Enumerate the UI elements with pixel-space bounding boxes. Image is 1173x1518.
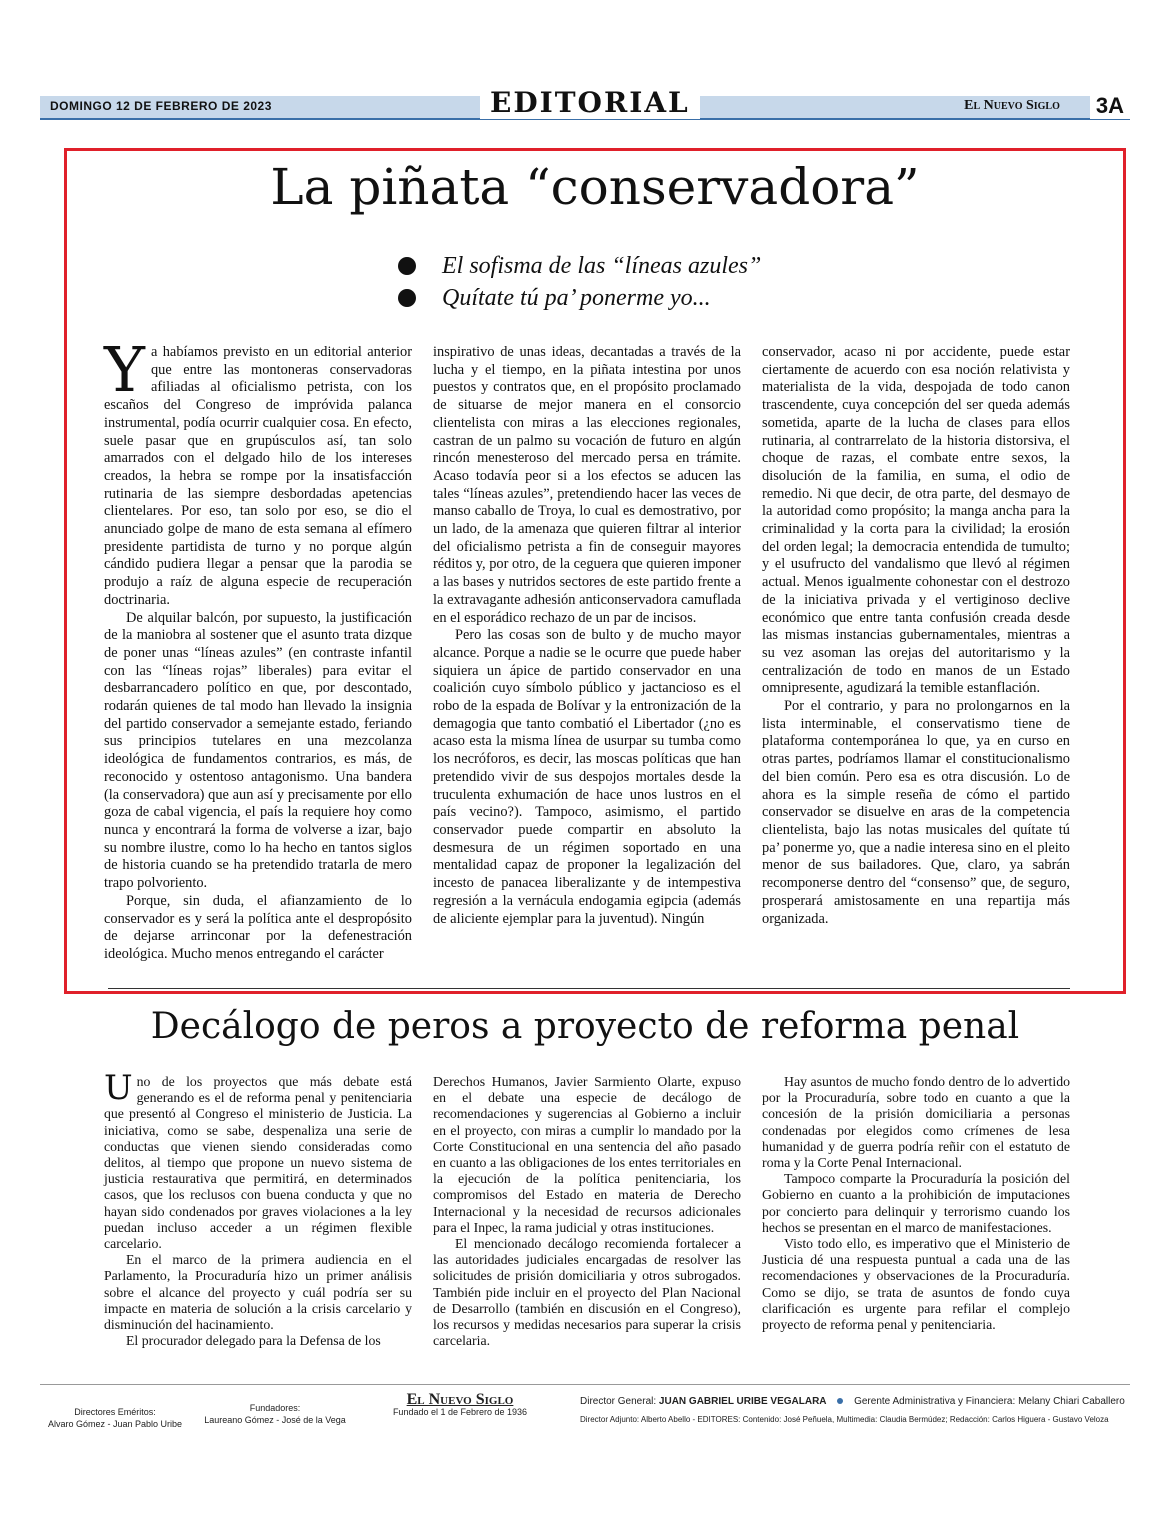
founders-label: Fundadores: <box>249 1403 301 1413</box>
paragraph: Pero las cosas son de bulto y de mucho mayor alcance. Porque a nadie se le ocurre que puede haber siquiera un ápice de partido conservador en una coalición cuyo símbolo público y jactancioso es el robo de la espada de Bolívar y la entronización de la demagogia que tanto combatió el Libertador (¿no es acaso esta la misma línea de usurpar su tumba como los necróforos, es decir, las moscas políticas que han pretendido vivir de sus despojos mortales desde la truculenta exhumación de hace unos lustros en el país vecino?). Tampoco, asimismo, el partido conservador puede compartir en absoluto la desmesura de un régimen soportado en una mentalidad capaz de proponer la legalización del incesto de panacea liberalizante y de intempestiva regresión a la vernácula endogamia egipcia (además de aliciente ejemplar para la juventud). Ningún <box>433 627 741 927</box>
subtitle-text: El sofisma de las “líneas azules” <box>442 252 762 279</box>
paragraph: Hay asuntos de mucho fondo dentro de lo advertido por la Procuraduría, sobre todo en cuanto a que la concesión de la prisión domiciliaria a personas condenadas por elegidos como crímenes de lesa humanidad y de guerra podría reñir con el estatuto de roma y la Corte Penal Internacional. <box>762 1074 1070 1171</box>
section-title: EDITORIAL <box>480 86 700 119</box>
paragraph-text: no de los proyectos que más debate está generando es el de reforma penal y penitenciaria que presentó al Congreso el ministerio de Justicia. La iniciativa, como se sabe, despenaliza una serie de conductas que vienen siendo consideradas como delitos, al tiempo que propone un nuevo sistema de justicia restaurativa que permitirá, en determinados casos, que los reclusos con buena conducta y que no hayan sido condenados por graves violaciones a la ley puedan incluso acceder a un régimen flexible carcelario. <box>104 1074 412 1252</box>
paragraph: Visto todo ello, es imperativo que el Ministerio de Justicia dé una respuesta puntual a cada una de las recomendaciones y observaciones de la Procuraduría. Como se dijo, se trata de asuntos de fondo cuya clarificación es urgente para refilar el complejo proyecto de reforma penal y penitenciaria. <box>762 1236 1070 1333</box>
emeritus-names: Alvaro Gómez - Juan Pablo Uribe <box>47 1419 183 1429</box>
page-footer <box>40 1392 1130 1442</box>
director-name: JUAN GABRIEL URIBE VEGALARA <box>658 1396 827 1407</box>
footer-staff <box>580 1396 1130 1426</box>
emeritus-label: Directores Eméritos: <box>74 1407 156 1417</box>
footer-credits: Director Adjunto: Alberto Abello - EDITORES: Contenido: José Peñuela, Multimedia: Claudia Bermúdez; Redacción: Carlos Higuera - Gustavo Veloza <box>580 1415 1109 1424</box>
paragraph <box>104 333 412 610</box>
header-right <box>964 93 1130 119</box>
paragraph: inspirativo de unas ideas, decantadas a través de la lucha y el tiempo, en la piñata intestina por unos puestos y contratos que, en el propósito proclamado de situarse de mejor manera en el consorcio clientelista con miras a las elecciones regionales, castran de un palmo su vocación de futuro en algún rincón menesteroso del mercado persa en trámite. Acaso todavía peor si a los efectos se aducen las tales “líneas azules”, pretendiendo hacer las veces de manso caballo de Troya, lo cual es demostrativo, por un lado, de la amenaza que quieren filtrar al interior del oficialismo petrista a fin de conseguir mayores réditos y, por otro, de la ceguera que quieren imponer a las bases y nutridos sectores de este partido frente a la extravagante adhesión anticonservadora camuflada en el esporádico rechazo de un par de incisos. <box>433 344 741 626</box>
paragraph: Por el contrario, y para no prolongarnos en la lista interminable, el conservatismo tiene de plataforma contemporánea lo que, ya en curso en otras partes, podríamos llamar el constitucionalismo del bien común. Pero esa es otra discusión. Lo de ahora es la simple reseña de cómo el partido conservador se disuelve en aras de la competencia clientelista, bajo las notas musicales del quítate tú pa’ ponerme yo, que a nadie interesa sino en el pleito menor de sus bailadores. Que, claro, ya sabrán recomponerse dentro del “consenso” que, de seguro, prosperará amistosamente en una repartija más organizada. <box>762 698 1070 927</box>
header-paper-name: El Nuevo Siglo <box>964 98 1060 113</box>
paragraph: conservador, acaso ni por accidente, puede estar ciertamente de acuerdo con esa noción relativista y materialista de la vida, despojada de todo canon trascendente, cuya concepción del ser queda además sometida, aparte de la lucha de clases para ellos rutinaria, al contrarrelato de la historia distorsiva, el choque de razas, el combate entre sexos, la disolución de la familia, en suma, el odio de remedio. Ni que decir, de otra parte, del desmayo de la autoridad como propósito; la manga ancha para la criminalidad y la corta para la civilidad; la erosión del orden legal; la democracia entendida de tumulto; y el usufructo del vandalismo que llevó al régimen actual. Menos igualmente cohonestar con el destrozo de la iniciativa privada y el vertiginoso declive económico que entre tanta confusión creada desde las mismas instancias gubernamentales, mientras a su vez asoman las orejas del autoritarismo y la centralización de todo en manos de un Estado omnipresente, agudizará la temible estanflación. <box>762 344 1070 697</box>
subtitle-text: Quítate tú pa’ ponerme yo... <box>442 284 711 311</box>
second-editorial-title: Decálogo de peros a proyecto de reforma penal <box>150 1006 1020 1047</box>
footer-staff-line <box>580 1396 1130 1408</box>
editorial-title: La piñata “conservadora” <box>270 158 920 216</box>
subtitle-2 <box>398 282 761 314</box>
drop-cap: Y <box>104 333 145 406</box>
bullet-icon <box>398 289 416 307</box>
editorial-column-3 <box>762 344 1070 928</box>
second-column-1 <box>104 1068 412 1349</box>
editorial-subtitles <box>398 250 761 314</box>
page-header <box>40 80 1130 132</box>
paragraph: De alquilar balcón, por supuesto, la justificación de la maniobra al sostener que el asunto trata dizque de poner unas “líneas azules” (en contraste infantil con las “líneas rojas” liberales) para evitar el desbarrancadero político en que, por descontado, rodarán quienes de tal modo han llevado la insignia del partido conservador a semejante estado, feriando sus principios tutelares en una mezcolanza ideológica de fundamentos contrarios, es más, de reconocido y ostentoso antagonismo. Una bandera (la conservadora) que aun así y precisamente por ello goza de cabal vigencia, el país la requiere hoy como nunca y encontrará la forma de volverse a izar, bajo su nombre ilustre, como lo ha hecho en tantos siglos de historia cuando se ha pretendido tratarla de mero trapo polvoriento. <box>104 609 412 892</box>
footer-logo-block <box>385 1391 535 1418</box>
editorial-column-1 <box>104 333 412 964</box>
footer-logo: El Nuevo Siglo <box>406 1391 514 1408</box>
header-date: DOMINGO 12 DE FEBRERO DE 2023 <box>50 99 272 113</box>
separator-line <box>108 988 1070 989</box>
dot-icon <box>837 1398 843 1404</box>
second-column-3 <box>762 1074 1070 1333</box>
second-column-2 <box>433 1074 741 1349</box>
paragraph-text: a habíamos previsto en un editorial anterior que entre las montoneras conservadoras afiliadas al oficialismo petrista, con los escaños del Congreso de impróvida palanca instrumental, podía ocurrir cualquier cosa. En efecto, suele pasar que en grupúsculos así, tan solo amarrados con el delgado hilo de los intereses creados, la hebra se rompe por la insatisfacción rutinaria de las siempre desbordadas apetencias clientelares. Por eso, tan solo por eso, se dio el anunciado golpe de mano de esta semana al efímero presidente partidista de turno y no porque algún cándido pudiera llegar a pensar que la parodia se produjo a raíz de alguna especie de recuperación doctrinaria. <box>104 344 412 608</box>
founded-date: Fundado el 1 de Febrero de 1936 <box>392 1407 528 1417</box>
paragraph: El procurador delegado para la Defensa de los <box>126 1333 381 1349</box>
founders-names: Laureano Gómez - José de la Vega <box>204 1415 346 1425</box>
subtitle-1 <box>398 250 761 282</box>
director-label: Director General: <box>580 1396 657 1407</box>
manager-name: Melany Chiari Caballero <box>1018 1396 1125 1407</box>
footer-line <box>40 1384 1130 1385</box>
paragraph: Derechos Humanos, Javier Sarmiento Olarte, expuso en el debate una especie de decálogo de recomendaciones y sugerencias al Gobierno a incluir en el proyecto, con miras a cumplir lo mandado por la Corte Constitucional en una sentencia del año pasado en cuanto a las obligaciones de los entes territoriales en la ejecución de la política penitenciaria, los compromisos del Estado en materia de Derecho Internacional y la necesidad de recursos adicionales para el Inpec, la rama judicial y otras instituciones. <box>433 1074 741 1235</box>
footer-founders <box>200 1402 350 1426</box>
editorial-column-2 <box>433 344 741 928</box>
bullet-icon <box>398 257 416 275</box>
footer-emeritus <box>40 1406 190 1430</box>
drop-cap: U <box>104 1068 133 1108</box>
paragraph: En el marco de la primera audiencia en el Parlamento, la Procuraduría hizo un primer análisis sobre el alcance del proyecto y cuál podría ser su impacte en materia de solución a la crisis carcelario y disminución del hacinamiento. <box>104 1252 412 1333</box>
manager-label: Gerente Administrativa y Financiera: <box>854 1396 1016 1407</box>
paragraph: Porque, sin duda, el afianzamiento de lo conservador es y será la política ante el despropósito de dejarse arrinconar por la defenestración ideológica. Mucho menos entregando el carácter <box>104 892 412 962</box>
page-number: 3A <box>1090 93 1130 119</box>
paragraph <box>104 1068 412 1252</box>
paragraph: El mencionado decálogo recomienda fortalecer a las autoridades judiciales encargadas de resolver las solicitudes de prisión domiciliaria y otros subrogados. También pide incluir en el proyecto del Plan Nacional de Desarrollo (también en discusión en el Congreso), los recursos y medidas necesarios para superar la crisis carcelaria. <box>433 1236 741 1349</box>
paragraph: Tampoco comparte la Procuraduría la posición del Gobierno en cuanto a la prohibición de imputaciones por concierto para delinquir y terrorismo cuando los hechos se presentan en el marco de manifestaciones. <box>762 1171 1070 1235</box>
